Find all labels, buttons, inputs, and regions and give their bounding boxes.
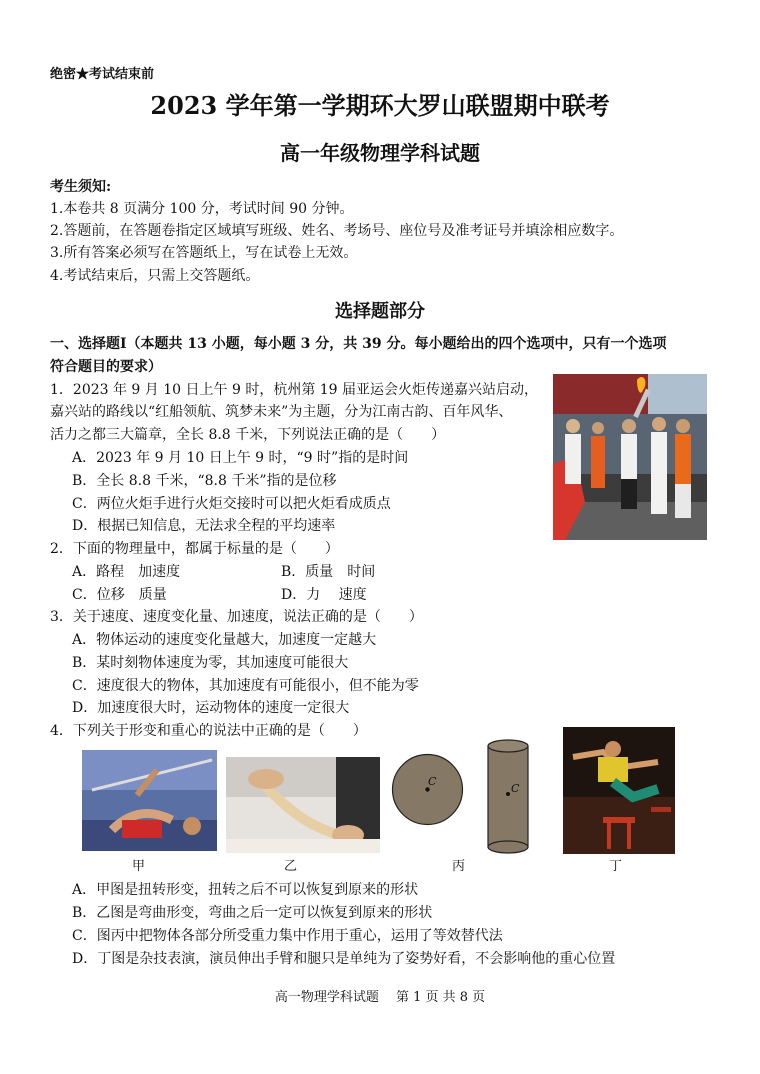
q2-option-b: B．质量 时间 [281,564,376,580]
q2-stem: 2．下面的物理量中，都属于标量的是（ ） [50,541,339,557]
figure-caption-ding: 丁 [609,859,623,874]
pole-vault-photo [82,750,217,851]
notice-item: 2.答题前，在答题卷指定区域填写班级、姓名、考场号、座位号及准考证号并填涂相应数字。 [50,223,624,239]
q4-option-a: A．甲图是扭转形变，扭转之后不可以恢复到原来的形状 [72,882,419,898]
part-instructions-line1: 一、选择题Ⅰ（本题共 13 小题，每小题 3 分，共 39 分。每小题给出的四个选项中，只有一个选项 [50,336,667,352]
q1-stem-line: 嘉兴站的路线以“红船领航、筑梦未来”为主题，分为江南古韵、百年风华、 [50,404,513,420]
q1-option-d: D．根据已知信息，无法求全程的平均速率 [72,518,336,534]
confidential-mark: 绝密★考试结束前 [50,67,155,82]
torch-relay-photo [553,374,707,540]
notice-item: 4.考试结束后，只需上交答题纸。 [50,268,260,284]
section-title: 选择题部分 [335,301,425,322]
disc-diagram [390,752,465,827]
dough-bending-photo [226,757,380,853]
q1-stem-line: 活力之都三大篇章，全长 8.8 千米，下列说法正确的是（ ） [50,427,446,443]
q2-option-a: A．路程 加速度 [72,564,181,580]
q4-option-c: C．图丙中把物体各部分所受重力集中作用于重心，运用了等效替代法 [72,928,503,944]
q3-stem: 3．关于速度、速度变化量、加速度，说法正确的是（ ） [50,609,423,625]
q2-option-c: C．位移 质量 [72,587,167,603]
acrobat-photo [563,727,675,854]
figure-caption-jia: 甲 [132,859,146,874]
q1-option-c: C．两位火炬手进行火炬交接时可以把火炬看成质点 [72,496,391,512]
notice-item: 3.所有答案必须写在答题纸上，写在试卷上无效。 [50,245,358,261]
q1-option-b: B．全长 8.8 千米，“8.8 千米”指的是位移 [72,473,337,489]
cylinder-center-label: C [511,782,520,795]
figure-caption-yi: 乙 [284,859,298,874]
q4-option-d: D．丁图是杂技表演，演员伸出手臂和腿只是单纯为了姿势好看，不会影响他的重心位置 [72,951,616,967]
q1-stem-line: 1．2023 年 9 月 10 日上午 9 时，杭州第 19 届亚运会火炬传递嘉兴站启动， [50,382,539,398]
q3-option-d: D．加速度很大时，运动物体的速度一定很大 [72,700,350,716]
page-footer: 高一物理学科试题 第 1 页 共 8 页 [274,990,486,1005]
q3-option-a: A．物体运动的速度变化量越大，加速度一定越大 [72,632,377,648]
notice-heading: 考生须知: [50,179,112,195]
exam-subtitle: 高一年级物理学科试题 [280,141,480,165]
figure-caption-bing: 丙 [452,859,466,874]
q4-stem: 4．下列关于形变和重心的说法中正确的是（ ） [50,723,367,739]
exam-title: 2023 学年第一学期环大罗山联盟期中联考 [150,91,610,120]
cylinder-diagram [486,738,532,855]
q2-option-d: D．力 速度 [281,587,367,603]
q3-option-c: C．速度很大的物体，其加速度有可能很小，但不能为零 [72,678,419,694]
q4-option-b: B．乙图是弯曲形变，弯曲之后一定可以恢复到原来的形状 [72,905,433,921]
notice-item: 1.本卷共 8 页满分 100 分，考试时间 90 分钟。 [50,201,354,217]
part-instructions-line2: 符合题目的要求） [50,359,162,375]
q3-option-b: B．某时刻物体速度为零，其加速度可能很大 [72,655,349,671]
q1-option-a: A．2023 年 9 月 10 日上午 9 时，“9 时”指的是时间 [72,450,409,466]
disc-center-label: C [428,775,437,788]
